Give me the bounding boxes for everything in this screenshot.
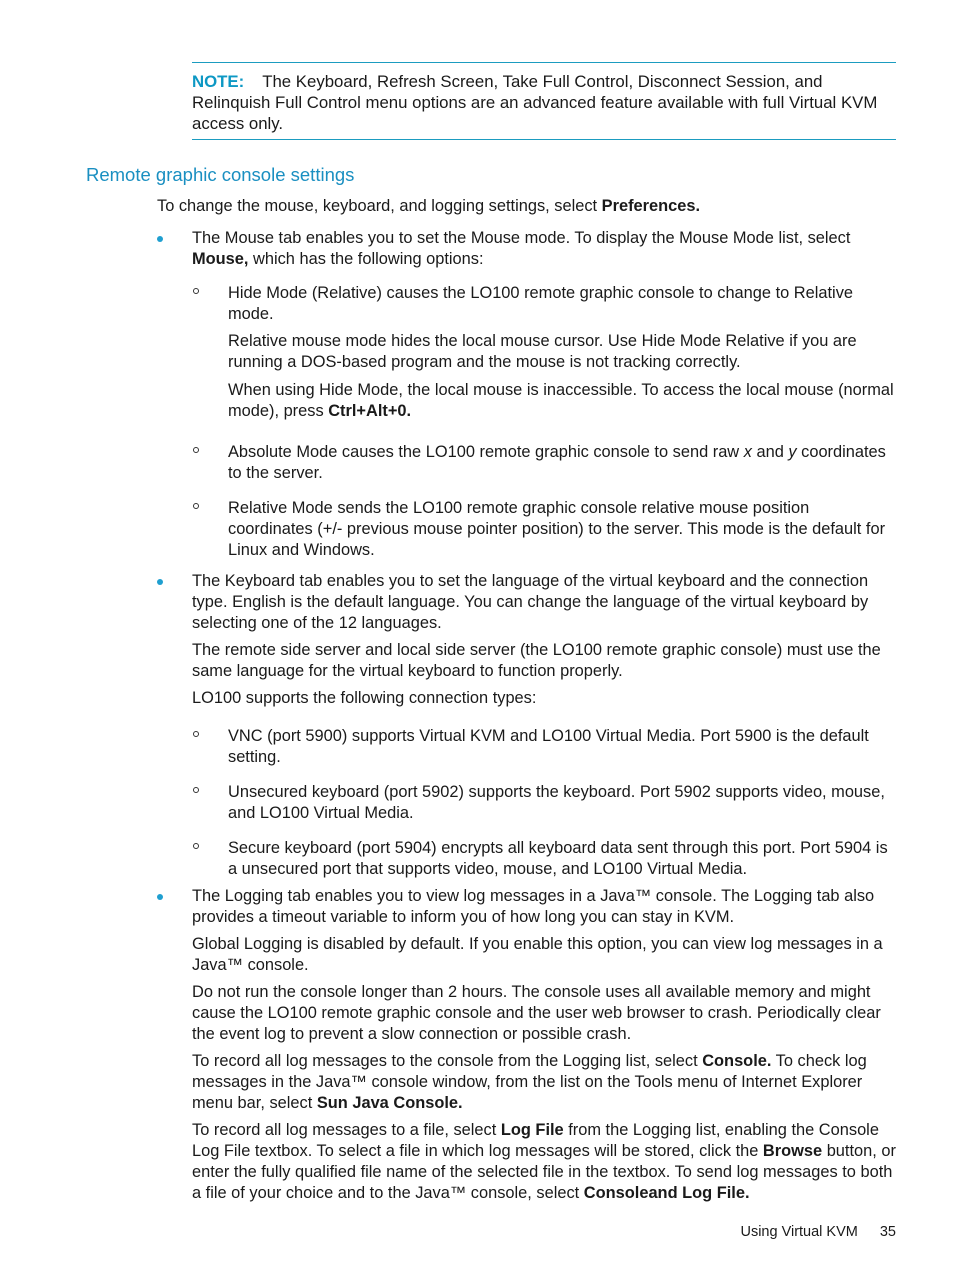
hide-mode-access-text: When using Hide Mode, the local mouse is inaccessible. To access the local mouse (normal mode), press Ctrl+Alt+0. [228, 381, 894, 420]
note-text: The Keyboard, Refresh Screen, Take Full Control, Disconnect Session, and Relinquish Full Control menu options are an advanced feature available with full Virtual KVM access only. [192, 72, 878, 133]
record-console-text: To record all log messages to the console from the Logging list, select Console. To check log messages in the Java™ console window, from the list on the Tools menu of Internet Explorer menu bar, select Sun Java Console. [192, 1052, 867, 1112]
console-duration-text: Do not run the console longer than 2 hours. The console uses all available memory and might cause the LO100 remote graphic console and the user web browser to crash. Periodically clear the event log to prevent a slow connection or possible crash. [192, 983, 881, 1043]
mouse-paragraph: The Mouse tab enables you to set the Mouse mode. To display the Mouse Mode list, select Mouse, which has the following options: [192, 229, 851, 268]
bullet-dot-icon [157, 579, 163, 585]
intro-paragraph: To change the mouse, keyboard, and logging settings, select Preferences. [157, 197, 701, 215]
bullet-dot-icon [157, 236, 163, 242]
connection-types-text: LO100 supports the following connection types: [192, 689, 537, 707]
absolute-mode-text: Absolute Mode causes the LO100 remote graphic console to send raw x and y coordinates to the server. [228, 443, 886, 482]
keyboard-language-text: The remote side server and local side server (the LO100 remote graphic console) must use the same language for the virtual keyboard to function properly. [192, 641, 881, 680]
keyboard-paragraph: The Keyboard tab enables you to set the language of the virtual keyboard and the connection type. English is the default language. You can change the language of the virtual keyboard by selecting one of the 12 languages. [192, 572, 869, 632]
note-label: NOTE: [192, 72, 245, 91]
sub-bullet-circle-icon [193, 288, 199, 294]
sub-bullet-circle-icon [193, 843, 199, 849]
sub-bullet-circle-icon [193, 787, 199, 793]
global-logging-text: Global Logging is disabled by default. If you enable this option, you can view log messages in a Java™ console. [192, 935, 883, 974]
note-box [192, 62, 896, 140]
page-number: 35 [879, 1224, 896, 1240]
page-footer [740, 1222, 896, 1243]
relative-mode-text: Relative Mode sends the LO100 remote graphic console relative mouse position coordinates (+/- previous mouse pointer position) to the server. This mode is the default for Linux and Windows. [228, 499, 886, 559]
section-heading: Remote graphic console settings [86, 164, 355, 185]
footer-section-title: Using Virtual KVM [740, 1224, 858, 1240]
relative-mouse-text: Relative mouse mode hides the local mouse cursor. Use Hide Mode Relative if you are running a DOS-based program and the mouse is not tracking correctly. [228, 332, 857, 371]
sub-bullet-circle-icon [193, 731, 199, 737]
logging-paragraph: The Logging tab enables you to view log messages in a Java™ console. The Logging tab also provides a timeout variable to inform you of how long you can stay in KVM. [192, 887, 875, 926]
sub-bullet-circle-icon [193, 503, 199, 509]
hide-mode-text: Hide Mode (Relative) causes the LO100 remote graphic console to change to Relative mode. [228, 284, 854, 323]
vnc-text: VNC (port 5900) supports Virtual KVM and LO100 Virtual Media. Port 5900 is the default setting. [228, 727, 869, 766]
bullet-dot-icon [157, 894, 163, 900]
unsecured-keyboard-text: Unsecured keyboard (port 5902) supports the keyboard. Port 5902 supports video, mouse, and LO100 Virtual Media. [228, 783, 885, 822]
preferences-term: Preferences. [601, 197, 701, 215]
sub-bullet-circle-icon [193, 447, 199, 453]
secure-keyboard-text: Secure keyboard (port 5904) encrypts all keyboard data sent through this port. Port 5904 is a unsecured port that supports video, mouse, and LO100 Virtual Media. [228, 839, 888, 878]
record-file-text: To record all log messages to a file, select Log File from the Logging list, enabling the Console Log File textbox. To select a file in which log messages will be stored, click the Browse button, or enter the fully qualified file name of the selected file in the textbox. To send log messages to both a file of your choice and to the Java™ console, select Consoleand Log File. [192, 1121, 896, 1202]
